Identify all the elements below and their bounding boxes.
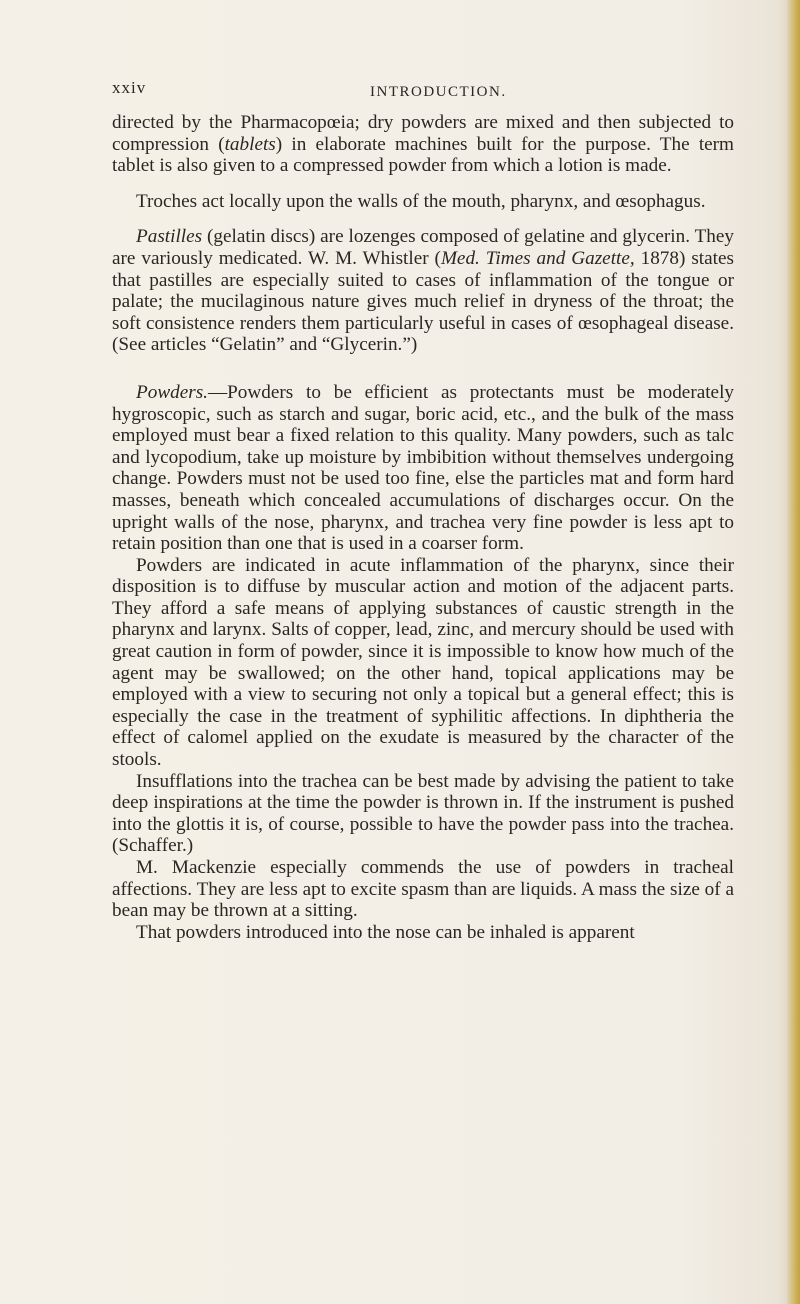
- text-run: That powders introduced into the nose can be inhaled is apparent: [136, 921, 635, 943]
- italic-citation-journal: Med. Times and Gazette,: [440, 247, 635, 269]
- paragraph-mackenzie: [112, 857, 734, 922]
- paragraph-insufflations: [112, 771, 734, 857]
- paragraph-inhaled: [112, 922, 734, 944]
- text-run: ) in elaborate machines built for the purpose. The term tablet is also given to a compressed powder from which a lotion is made.: [112, 133, 734, 177]
- paragraph-troches: [112, 191, 734, 213]
- page-header: [112, 78, 732, 104]
- text-run: (gelatin discs) are lozenges composed of gelatine and glycerin. They are variously medicated. W. M. Whistler (: [112, 226, 734, 269]
- text-run: directed by the Pharmacopœia; dry powders are mixed and then subjected to compression (: [112, 112, 734, 155]
- italic-term-pastilles: Pastilles: [136, 226, 203, 248]
- text-run: M. Mackenzie especially commends the use of powders in tracheal affections. They are less apt to excite spasm than are liquids. A mass the size of a bean may be thrown at a sitting.: [112, 857, 734, 922]
- page-edge-shadow: [786, 0, 800, 1304]
- section-heading-powders: Powders.: [136, 381, 208, 403]
- paragraph-indications: [112, 555, 734, 771]
- text-run: 1878) states that pastilles are especially suited to cases of inflammation of the tongue or palate; the mucilaginous nature gives much relief in dryness of the throat; the soft consistence renders them particularly useful in cases of œsophageal disease. (See articles “Gelatin” and “Glycerin.”): [112, 247, 734, 356]
- italic-term-tablets: tablets: [224, 133, 276, 155]
- text-run: —Powders to be efficient as protectants must be moderately hygroscopic, such as starch and sugar, boric acid, etc., and the bulk of the mass employed must bear a fixed relation to this quality. Many powders, such as talc and lycopodium, take up moisture by imbibition without themselves undergoing change. Powders must not be used too fine, else the particles mat and form hard masses, beneath which concealed accumulations of discharges occur. On the upright walls of the nose, pharynx, and trachea very fine powder is less apt to retain position than one that is used in a coarser form.: [112, 381, 734, 555]
- running-head: INTRODUCTION.: [370, 84, 507, 100]
- paragraph-pastilles: [112, 226, 734, 356]
- paragraph-powders: [112, 382, 734, 555]
- page-number: xxiv: [112, 78, 147, 97]
- body-text: [112, 112, 734, 943]
- text-run: Insufflations into the trachea can be best made by advising the patient to take deep inspirations at the time the powder is thrown in. If the instrument is pushed into the glottis it is, of course, possible to have the powder pass into the trachea. (Schaffer.): [112, 770, 734, 857]
- text-run: Powders are indicated in acute inflammation of the pharynx, since their disposition is to diffuse by muscular action and motion of the adjacent parts. They afford a safe means of applying substances of caustic strength in the pharynx and larynx. Salts of copper, lead, zinc, and mercury should be used with great caution in form of powder, since it is impossible to know how much of the agent may be swallowed; on the other hand, topical applications may be employed with a view to securing not only a topical but a general effect; this is especially the case in the treatment of syphilitic affections. In diphtheria the effect of calomel applied on the exudate is measured by the character of the stools.: [112, 554, 734, 771]
- text-run: Troches act locally upon the walls of the mouth, pharynx, and œsophagus.: [136, 190, 706, 212]
- paragraph-tablets: [112, 112, 734, 177]
